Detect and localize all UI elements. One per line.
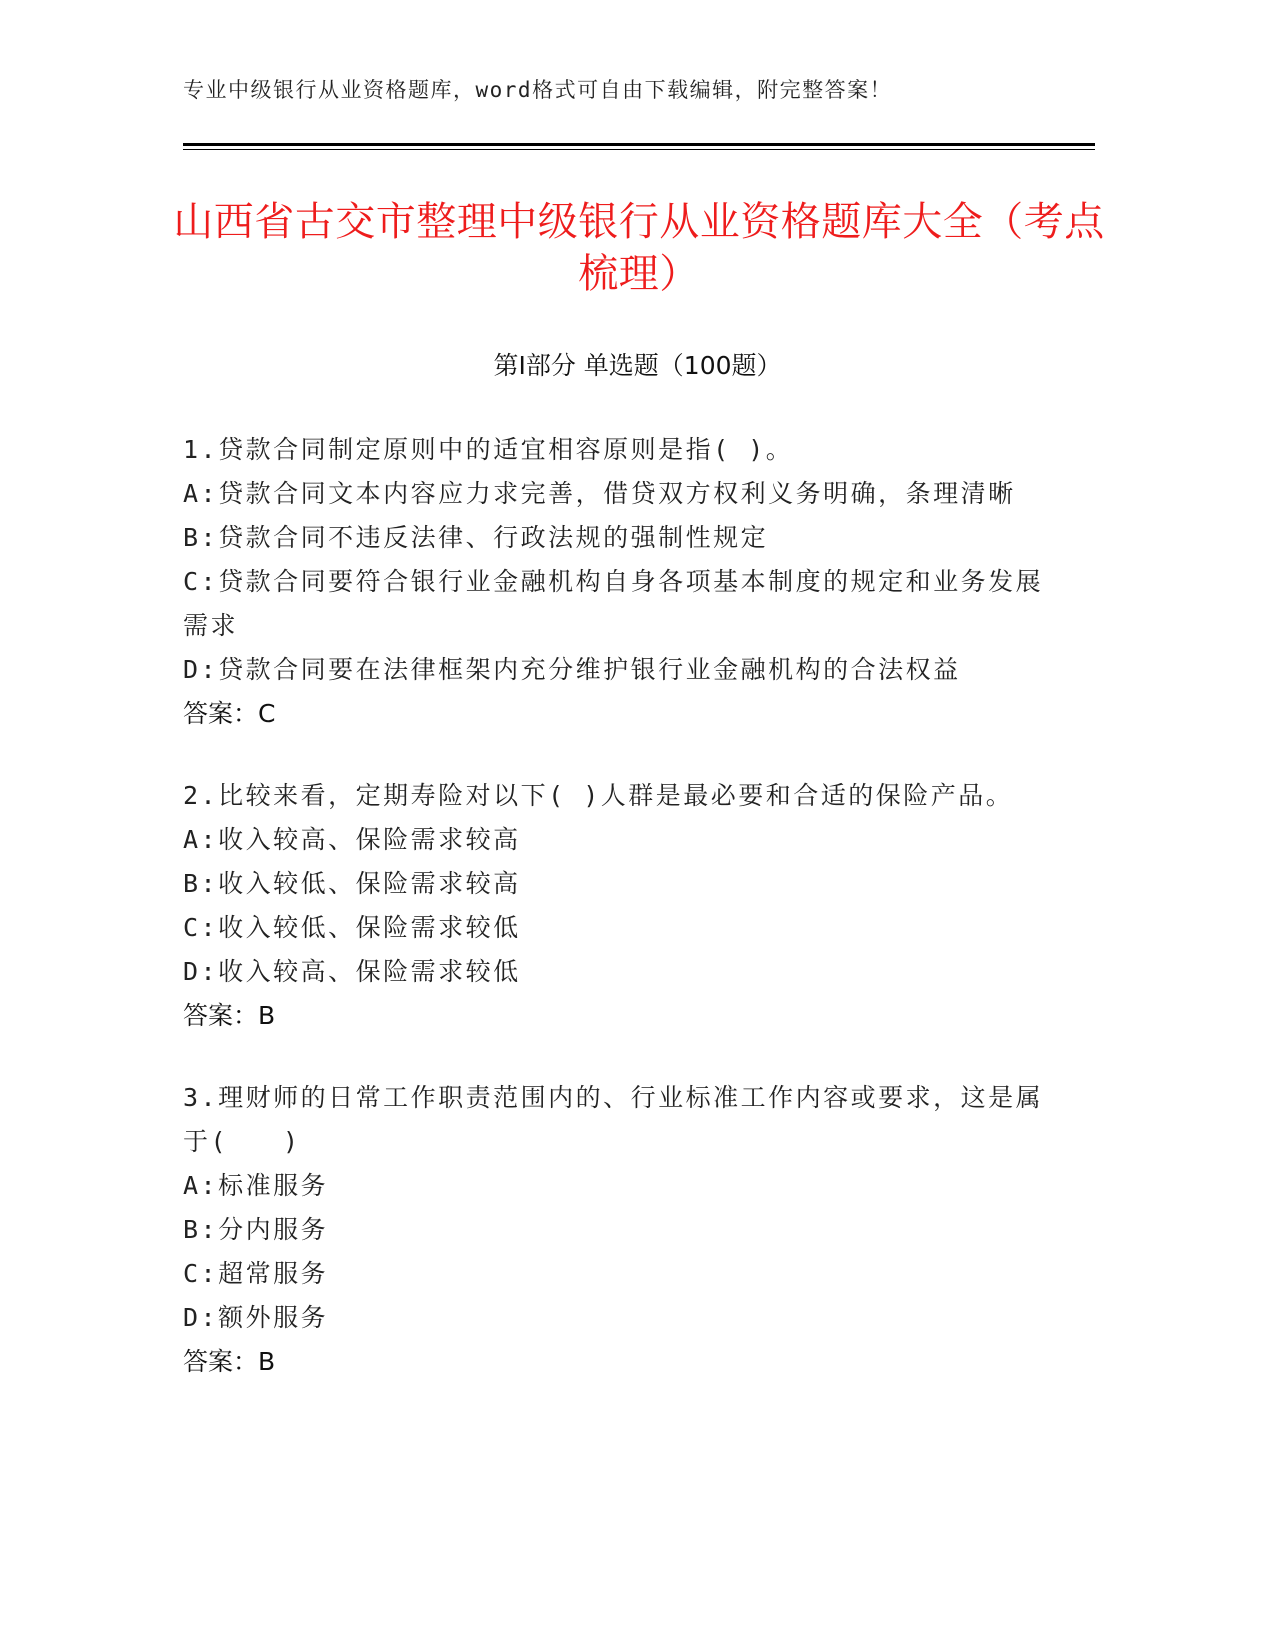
option-d: D:贷款合同要在法律框架内充分维护银行业金融机构的合法权益 — [183, 655, 961, 684]
header-divider-thin — [183, 149, 1095, 150]
question-stem: 3.理财师的日常工作职责范围内的、行业标准工作内容或要求，这是属于( ) — [183, 1083, 1044, 1156]
document-title: 山西省古交市整理中级银行从业资格题库大全（考点梳理） — [173, 199, 1105, 297]
header-divider-thick — [183, 143, 1095, 146]
question-2 — [183, 774, 1063, 1038]
option-c: C:收入较低、保险需求较低 — [183, 913, 521, 942]
header-note: 专业中级银行从业资格题库，word格式可自由下载编辑，附完整答案！ — [183, 78, 893, 102]
question-3 — [183, 1076, 1063, 1384]
option-a: A:贷款合同文本内容应力求完善，借贷双方权利义务明确，条理清晰 — [183, 479, 1016, 508]
question-1 — [183, 428, 1063, 736]
section-heading: 第Ⅰ部分 单选题（100题） — [493, 351, 782, 380]
question-list — [183, 428, 1063, 1422]
option-d: D:收入较高、保险需求较低 — [183, 957, 521, 986]
option-b: B:收入较低、保险需求较高 — [183, 869, 521, 898]
option-c: C:超常服务 — [183, 1259, 329, 1288]
question-stem: 1.贷款合同制定原则中的适宜相容原则是指( )。 — [183, 435, 794, 464]
question-stem: 2.比较来看，定期寿险对以下( )人群是最必要和合适的保险产品。 — [183, 781, 1014, 810]
answer-line: 答案：C — [183, 699, 276, 728]
option-d: D:额外服务 — [183, 1303, 329, 1332]
option-a: A:标准服务 — [183, 1171, 329, 1200]
answer-line: 答案：B — [183, 1001, 276, 1030]
option-b: B:分内服务 — [183, 1215, 329, 1244]
answer-line: 答案：B — [183, 1347, 276, 1376]
option-b: B:贷款合同不违反法律、行政法规的强制性规定 — [183, 523, 769, 552]
option-c: C:贷款合同要符合银行业金融机构自身各项基本制度的规定和业务发展需求 — [183, 567, 1044, 640]
option-a: A:收入较高、保险需求较高 — [183, 825, 521, 854]
